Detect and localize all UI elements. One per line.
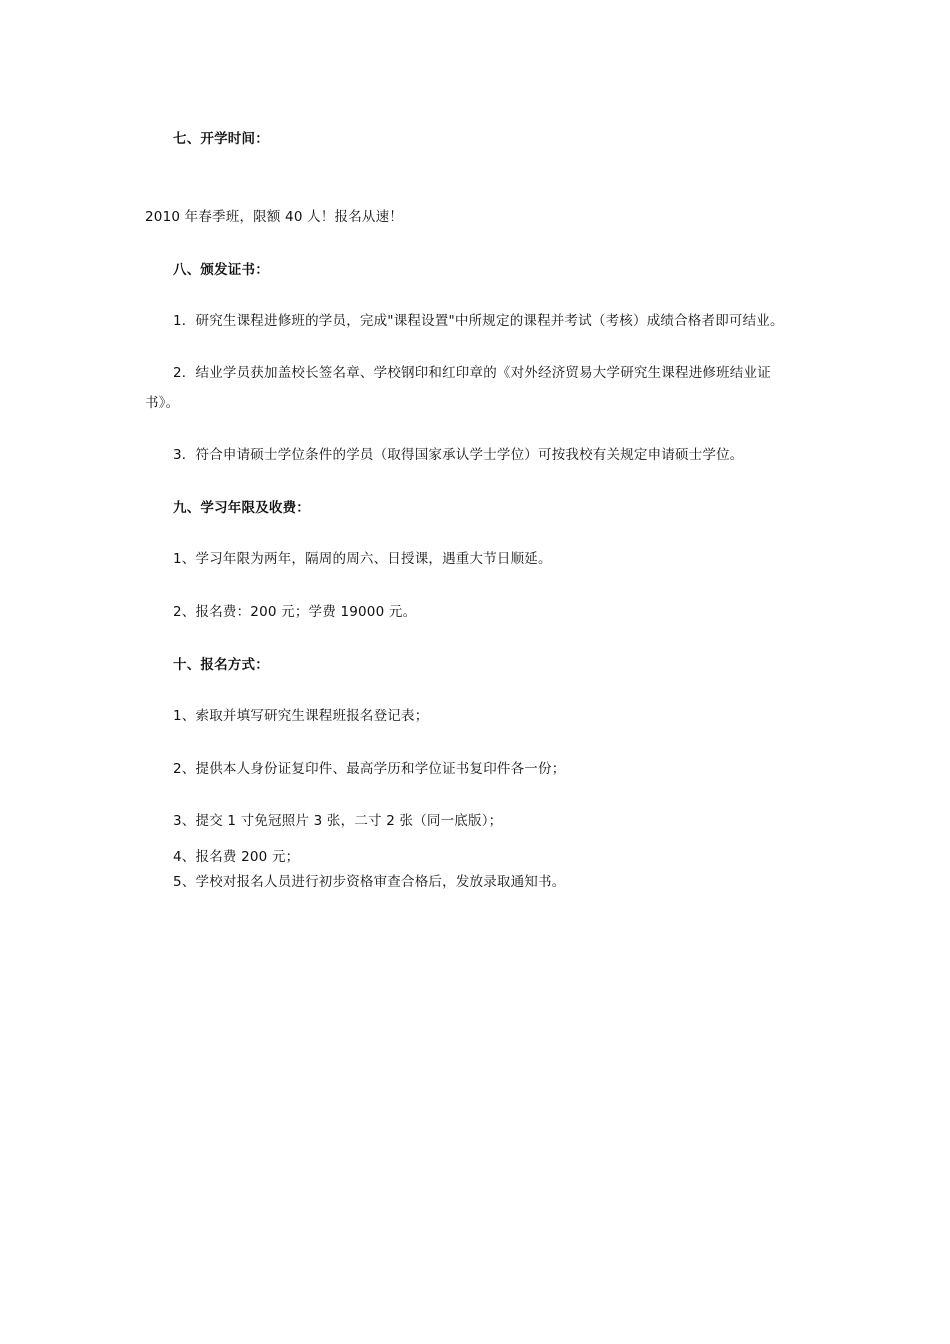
section-8-item-1: 1．研究生课程进修班的学员，完成"课程设置"中所规定的课程并考试（考核）成绩合格者即可结业。 (173, 313, 784, 329)
section-8-item-2-line-1: 2．结业学员获加盖校长签名章、学校钢印和红印章的《对外经济贸易大学研究生课程进修班结业证 (173, 365, 771, 381)
section-8-item-2-line-2: 书》。 (145, 395, 180, 411)
section-7-body: 2010 年春季班，限额 40 人！报名从速！ (145, 209, 404, 225)
section-10-item-1: 1、索取并填写研究生课程班报名登记表； (173, 708, 429, 724)
section-8-item-3: 3．符合申请硕士学位条件的学员（取得国家承认学士学位）可按我校有关规定申请硕士学位。 (173, 447, 744, 463)
section-10-item-2: 2、提供本人身份证复印件、最高学历和学位证书复印件各一份； (173, 761, 566, 777)
section-9-item-1: 1、学习年限为两年，隔周的周六、日授课，遇重大节日顺延。 (173, 551, 552, 567)
section-8-heading: 八、颁发证书： (173, 262, 269, 278)
section-7-heading: 七、开学时间： (173, 131, 269, 147)
section-10-heading: 十、报名方式： (173, 657, 269, 673)
section-10-item-3: 3、提交 1 寸免冠照片 3 张，二寸 2 张（同一底版）； (173, 813, 503, 829)
section-9-item-2: 2、报名费：200 元；学费 19000 元。 (173, 604, 417, 620)
section-10-item-4: 4、报名费 200 元； (173, 849, 300, 865)
section-10-item-5: 5、学校对报名人员进行初步资格审查合格后，发放录取通知书。 (173, 874, 566, 890)
section-9-heading: 九、学习年限及收费： (173, 500, 310, 516)
